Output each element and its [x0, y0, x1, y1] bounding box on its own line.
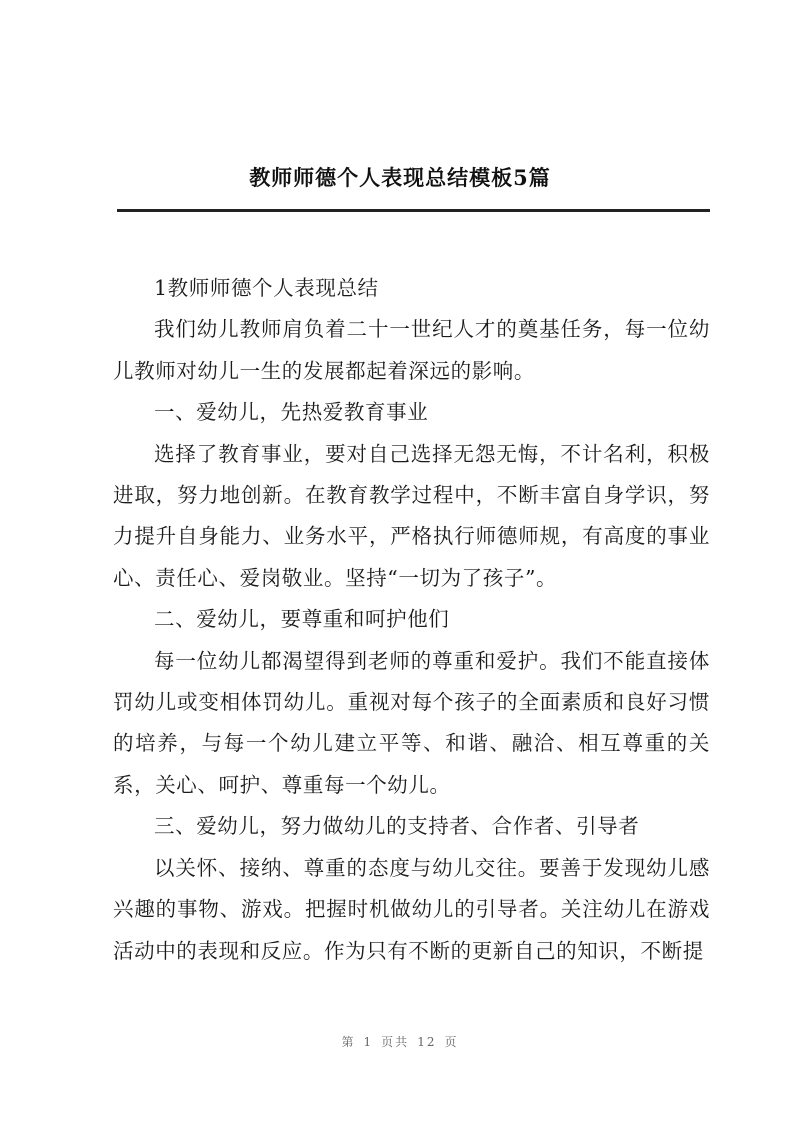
- section-heading: 1教师师德个人表现总结: [154, 276, 379, 300]
- section-heading: 二、爱幼儿，要尊重和呵护他们: [154, 607, 450, 632]
- body-paragraph: 我们幼儿教师肩负着二十一世纪人才的奠基任务，每一位幼儿教师对幼儿一生的发展都起着深远的影响。: [113, 317, 710, 383]
- footer-middle: 页共: [381, 1035, 410, 1049]
- body-paragraph: 以关怀、接纳、尊重的态度与幼儿交往。要善于发现幼儿感兴趣的事物、游戏。把握时机做幼儿的引导者。关注幼儿在游戏活动中的表现和反应。作为只有不断的更新自己的知识，不断提: [113, 855, 710, 963]
- footer-current-page: 1: [363, 1035, 374, 1049]
- title-underline: [117, 209, 710, 212]
- body-paragraph: 每一位幼儿都渴望得到老师的尊重和爱护。我们不能直接体罚幼儿或变相体罚幼儿。重视对每个孩子的全面素质和良好习惯的培养，与每一个幼儿建立平等、和谐、融洽、相互尊重的关系，关心、呵护、尊重每一个幼儿。: [113, 648, 710, 797]
- footer-total-pages: 12: [417, 1035, 437, 1049]
- page-footer: [0, 1033, 800, 1050]
- section-heading: 三、爱幼儿，努力做幼儿的支持者、合作者、引导者: [154, 814, 640, 839]
- document-body: [113, 268, 710, 972]
- document-title: 教师师德个人表现总结模板5篇: [249, 165, 551, 190]
- body-paragraph: 选择了教育事业，要对自己选择无怨无悔，不计名利，积极进取，努力地创新。在教育教学过程中，不断丰富自身学识，努力提升自身能力、业务水平，严格执行师德师规，有高度的事业心、责任心、爱岗敬业。坚持“一切为了孩子”。: [113, 441, 710, 590]
- section-heading: 一、爱幼儿，先热爱教育事业: [154, 400, 429, 425]
- footer-prefix: 第: [341, 1035, 356, 1049]
- footer-suffix: 页: [444, 1035, 459, 1049]
